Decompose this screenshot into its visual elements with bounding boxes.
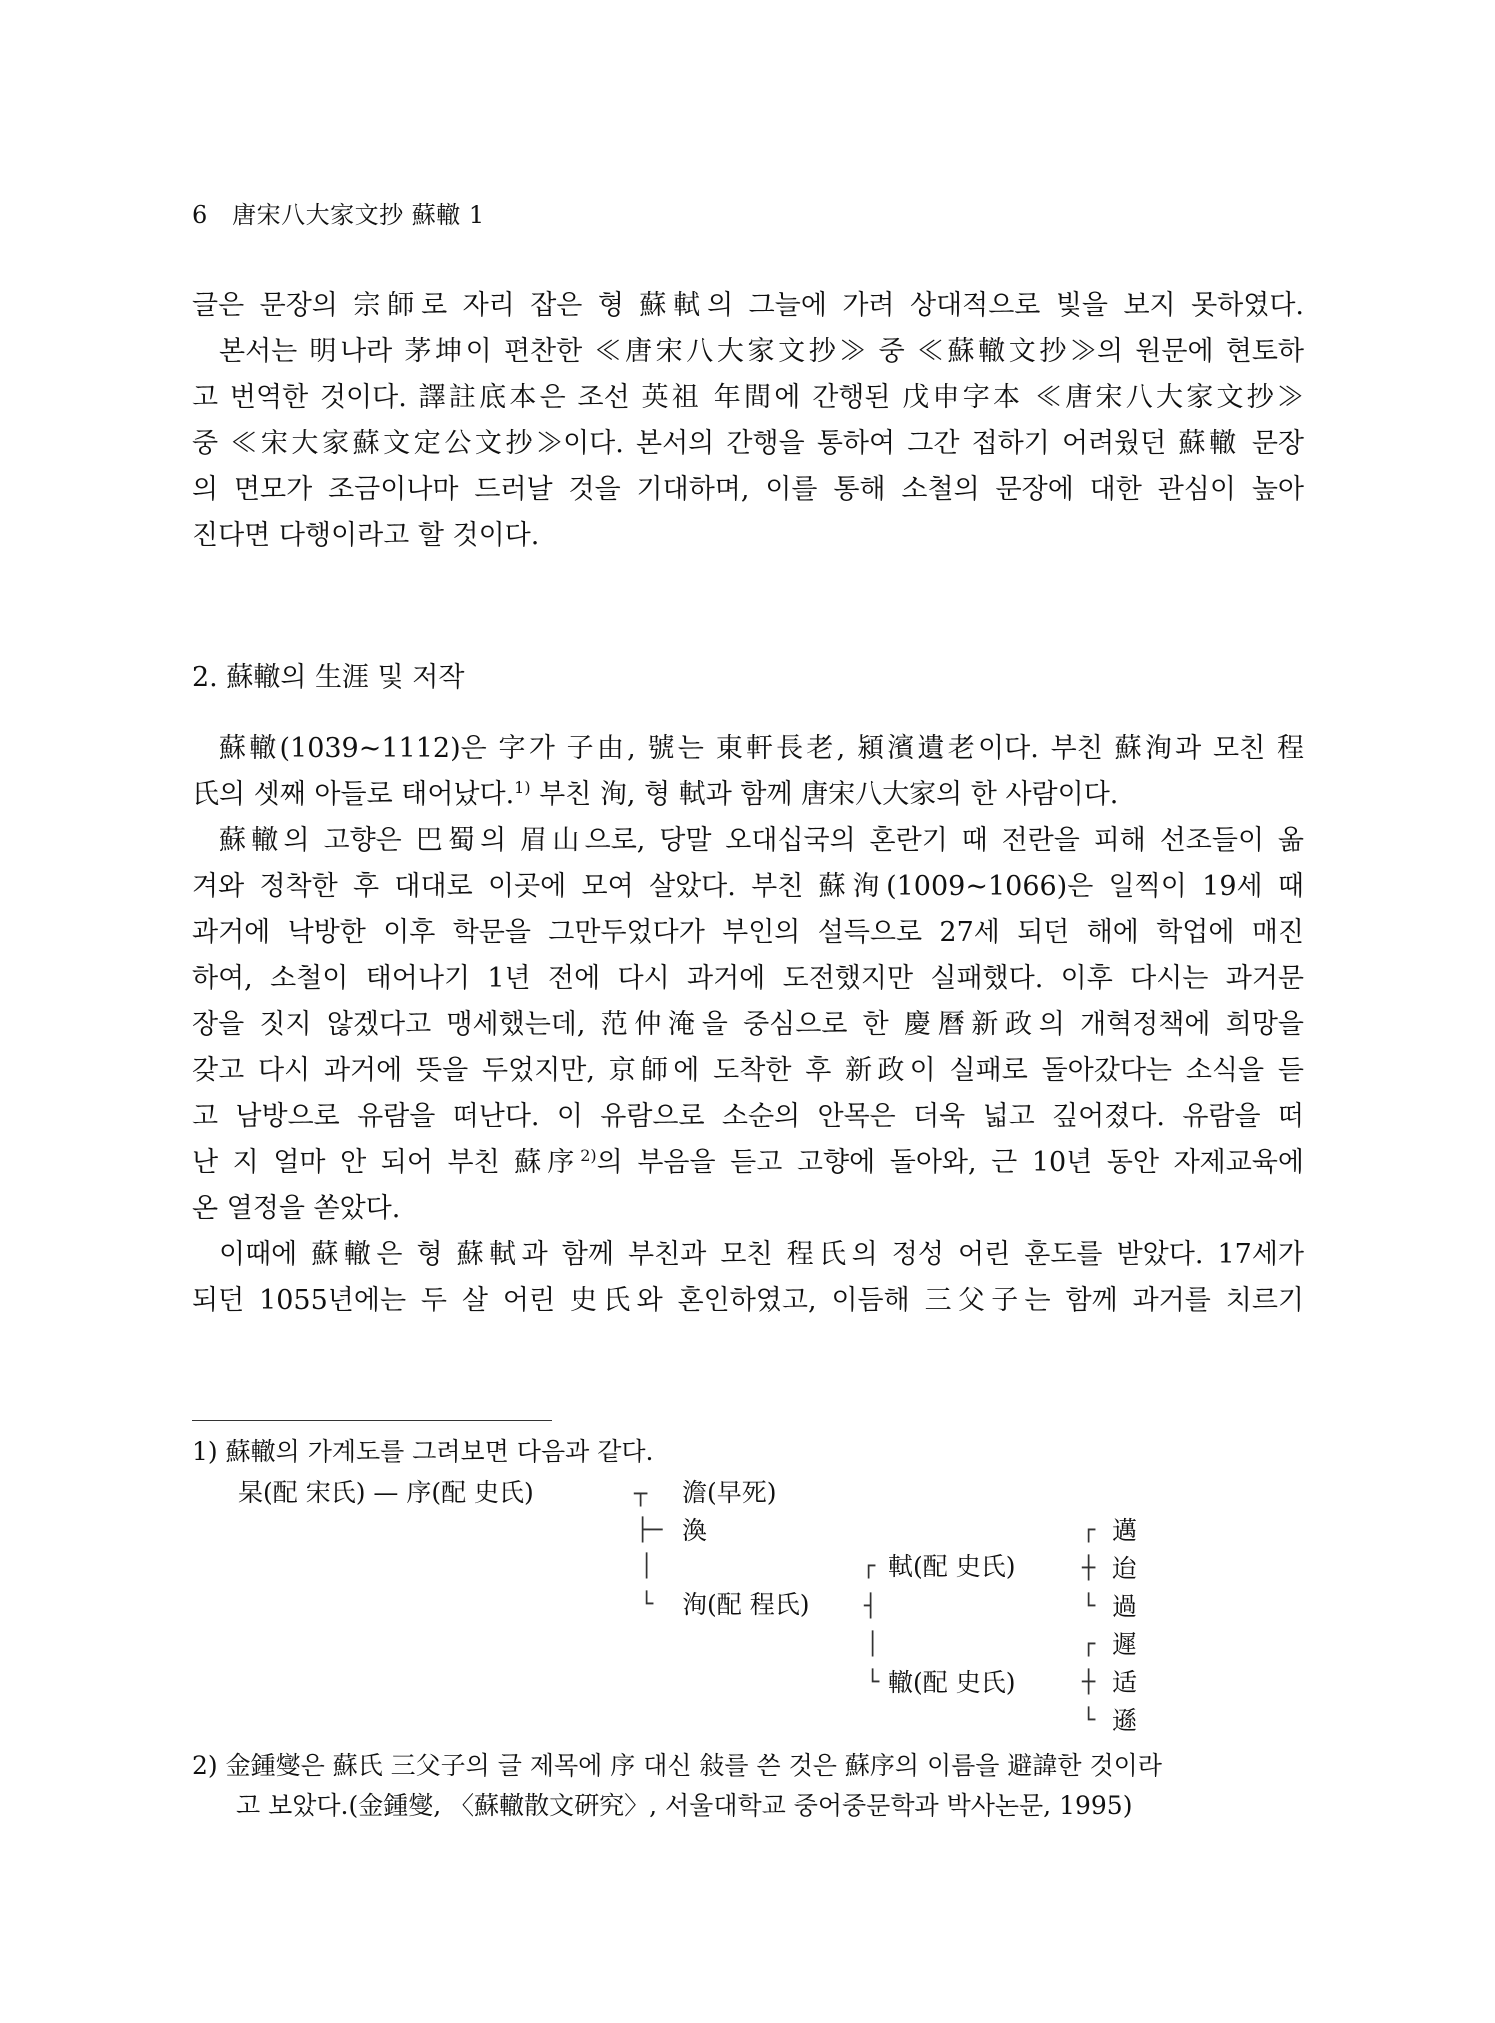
tree-gen4-kuo: 适 <box>1112 1668 1138 1697</box>
biography-paragraphs <box>192 726 1304 1324</box>
page-number: 6 <box>192 201 208 229</box>
text-line: 온 열정을 쏟았다. <box>192 1193 401 1224</box>
text-line: 장을 짓지 않겠다고 맹세했는데, 范仲淹을 중심으로 한 慶曆新政의 개혁정책에 희망을 <box>192 1009 1304 1040</box>
tree-connector: │ <box>866 1632 880 1657</box>
tree-connector: │ <box>640 1554 654 1579</box>
tree-gen4-mai: 邁 <box>1112 1516 1138 1545</box>
tree-gen4-chi: 遲 <box>1112 1630 1138 1659</box>
text-line: 蘇轍(1039~1112)은 字가 子由, 號는 東軒長老, 潁濱遺老이다. 부친 蘇洵과 모친 程 <box>219 733 1304 764</box>
text-line: 난 지 얼마 안 되어 부친 蘇序$^{2)}$의 부음을 듣고 고향에 돌아와, 근 10년 동안 자제교육에 <box>192 1146 1304 1178</box>
footnote-ref-1[interactable]: 1) <box>514 778 531 797</box>
tree-connector: ┬ <box>634 1482 648 1507</box>
text-line: 蘇轍의 고향은 巴蜀의 眉山으로, 당말 오대십국의 혼란기 때 전란을 피해 선조들이 옮 <box>219 825 1304 856</box>
text-line: 진다면 다행이라고 할 것이다. <box>192 520 540 551</box>
tree-connector: ┼ <box>1082 1670 1096 1695</box>
intro-paragraphs <box>192 283 1304 559</box>
tree-connector: ┌ <box>1082 1518 1096 1543</box>
text-line: 이때에 蘇轍은 형 蘇軾과 함께 부친과 모친 程氏의 정성 어린 훈도를 받았다. 17세가 <box>219 1239 1304 1270</box>
footnote-ref-2[interactable]: 2) <box>580 1146 597 1165</box>
tree-gen2-huan: 渙 <box>682 1516 708 1545</box>
text-line: 본서는 明나라 茅坤이 편찬한 ≪唐宋八大家文抄≫ 중 ≪蘇轍文抄≫의 원문에 현토하 <box>219 336 1304 367</box>
text-line: 의 면모가 조금이나마 드러날 것을 기대하며, 이를 통해 소철의 문장에 대한 관심이 높아 <box>192 474 1304 505</box>
tree-connector: └ <box>866 1670 880 1695</box>
tree-gen4-guo: 過 <box>1112 1592 1138 1621</box>
tree-connector: └ <box>1082 1594 1096 1619</box>
tree-gen2-dan: 澹(早死) <box>682 1478 777 1507</box>
tree-root: 杲(配 宋氏) — 序(配 史氏) <box>238 1478 534 1507</box>
tree-connector: ┌ <box>1082 1632 1096 1657</box>
book-title: 唐宋八大家文抄 蘇轍 1 <box>232 201 485 229</box>
text-line: 중 ≪宋大家蘇文定公文抄≫이다. 본서의 간행을 통하여 그간 접하기 어려웠던 蘇轍 문장 <box>192 428 1304 459</box>
tree-gen3-shi: 軾(配 史氏) <box>888 1552 1016 1581</box>
tree-connector: ├─ <box>636 1518 663 1543</box>
tree-gen4-dai: 迨 <box>1112 1554 1138 1583</box>
text-line: 과거에 낙방한 이후 학문을 그만두었다가 부인의 설득으로 27세 되던 해에 학업에 매진 <box>192 917 1304 948</box>
running-header <box>192 195 485 230</box>
section-heading: 2. 蘇轍의 生涯 및 저작 <box>192 662 465 693</box>
tree-connector: ┌ <box>862 1554 876 1579</box>
tree-connector: └ <box>1082 1708 1096 1733</box>
tree-gen4-xun: 遜 <box>1112 1706 1138 1735</box>
text-line: 갖고 다시 과거에 뜻을 두었지만, 京師에 도착한 후 新政이 실패로 돌아갔다는 소식을 듣 <box>192 1055 1304 1086</box>
footnote-1: 1) 蘇轍의 가계도를 그려보면 다음과 같다. <box>192 1437 654 1466</box>
tree-connector: └ <box>640 1592 654 1617</box>
footnote-2: 2) 金鍾燮은 蘇氏 三父子의 글 제목에 序 대신 敍를 쓴 것은 蘇序의 이름을 避諱한 것이라 고 보았다.(金鍾燮, 〈蘇轍散文硏究〉, 서울대학교 중어중문학과 박사논문, 1995) <box>192 1751 1162 1820</box>
tree-connector: ┼ <box>1082 1556 1096 1581</box>
text-line: 되던 1055년에는 두 살 어린 史氏와 혼인하였고, 이듬해 三父子는 함께 과거를 치르기 <box>192 1285 1304 1316</box>
text-line: 글은 문장의 宗師로 자리 잡은 형 蘇軾의 그늘에 가려 상대적으로 빛을 보지 못하였다. <box>192 290 1304 321</box>
tree-gen2-xun: 洵(配 程氏) <box>682 1590 810 1619</box>
text-line: 氏의 셋째 아들로 태어났다.$^{1)}$ 부친 洵, 형 軾과 함께 唐宋八大家의 한 사람이다. <box>192 778 1119 810</box>
text-line: 겨와 정착한 후 대대로 이곳에 모여 살았다. 부친 蘇洵(1009~1066)은 일찍이 19세 때 <box>192 871 1304 902</box>
tree-connector: ┤ <box>864 1594 878 1619</box>
footnote-separator <box>192 1420 552 1421</box>
tree-gen3-zhe: 轍(配 史氏) <box>888 1668 1016 1697</box>
text-line: 하여, 소철이 태어나기 1년 전에 다시 과거에 도전했지만 실패했다. 이후 다시는 과거문 <box>192 963 1304 994</box>
text-line: 고 번역한 것이다. 譯註底本은 조선 英祖 年間에 간행된 戊申字本 ≪唐宋八大家文抄≫ <box>192 382 1304 413</box>
text-line: 고 남방으로 유람을 떠난다. 이 유람으로 소순의 안목은 더욱 넓고 깊어졌다. 유람을 떠 <box>192 1101 1304 1132</box>
